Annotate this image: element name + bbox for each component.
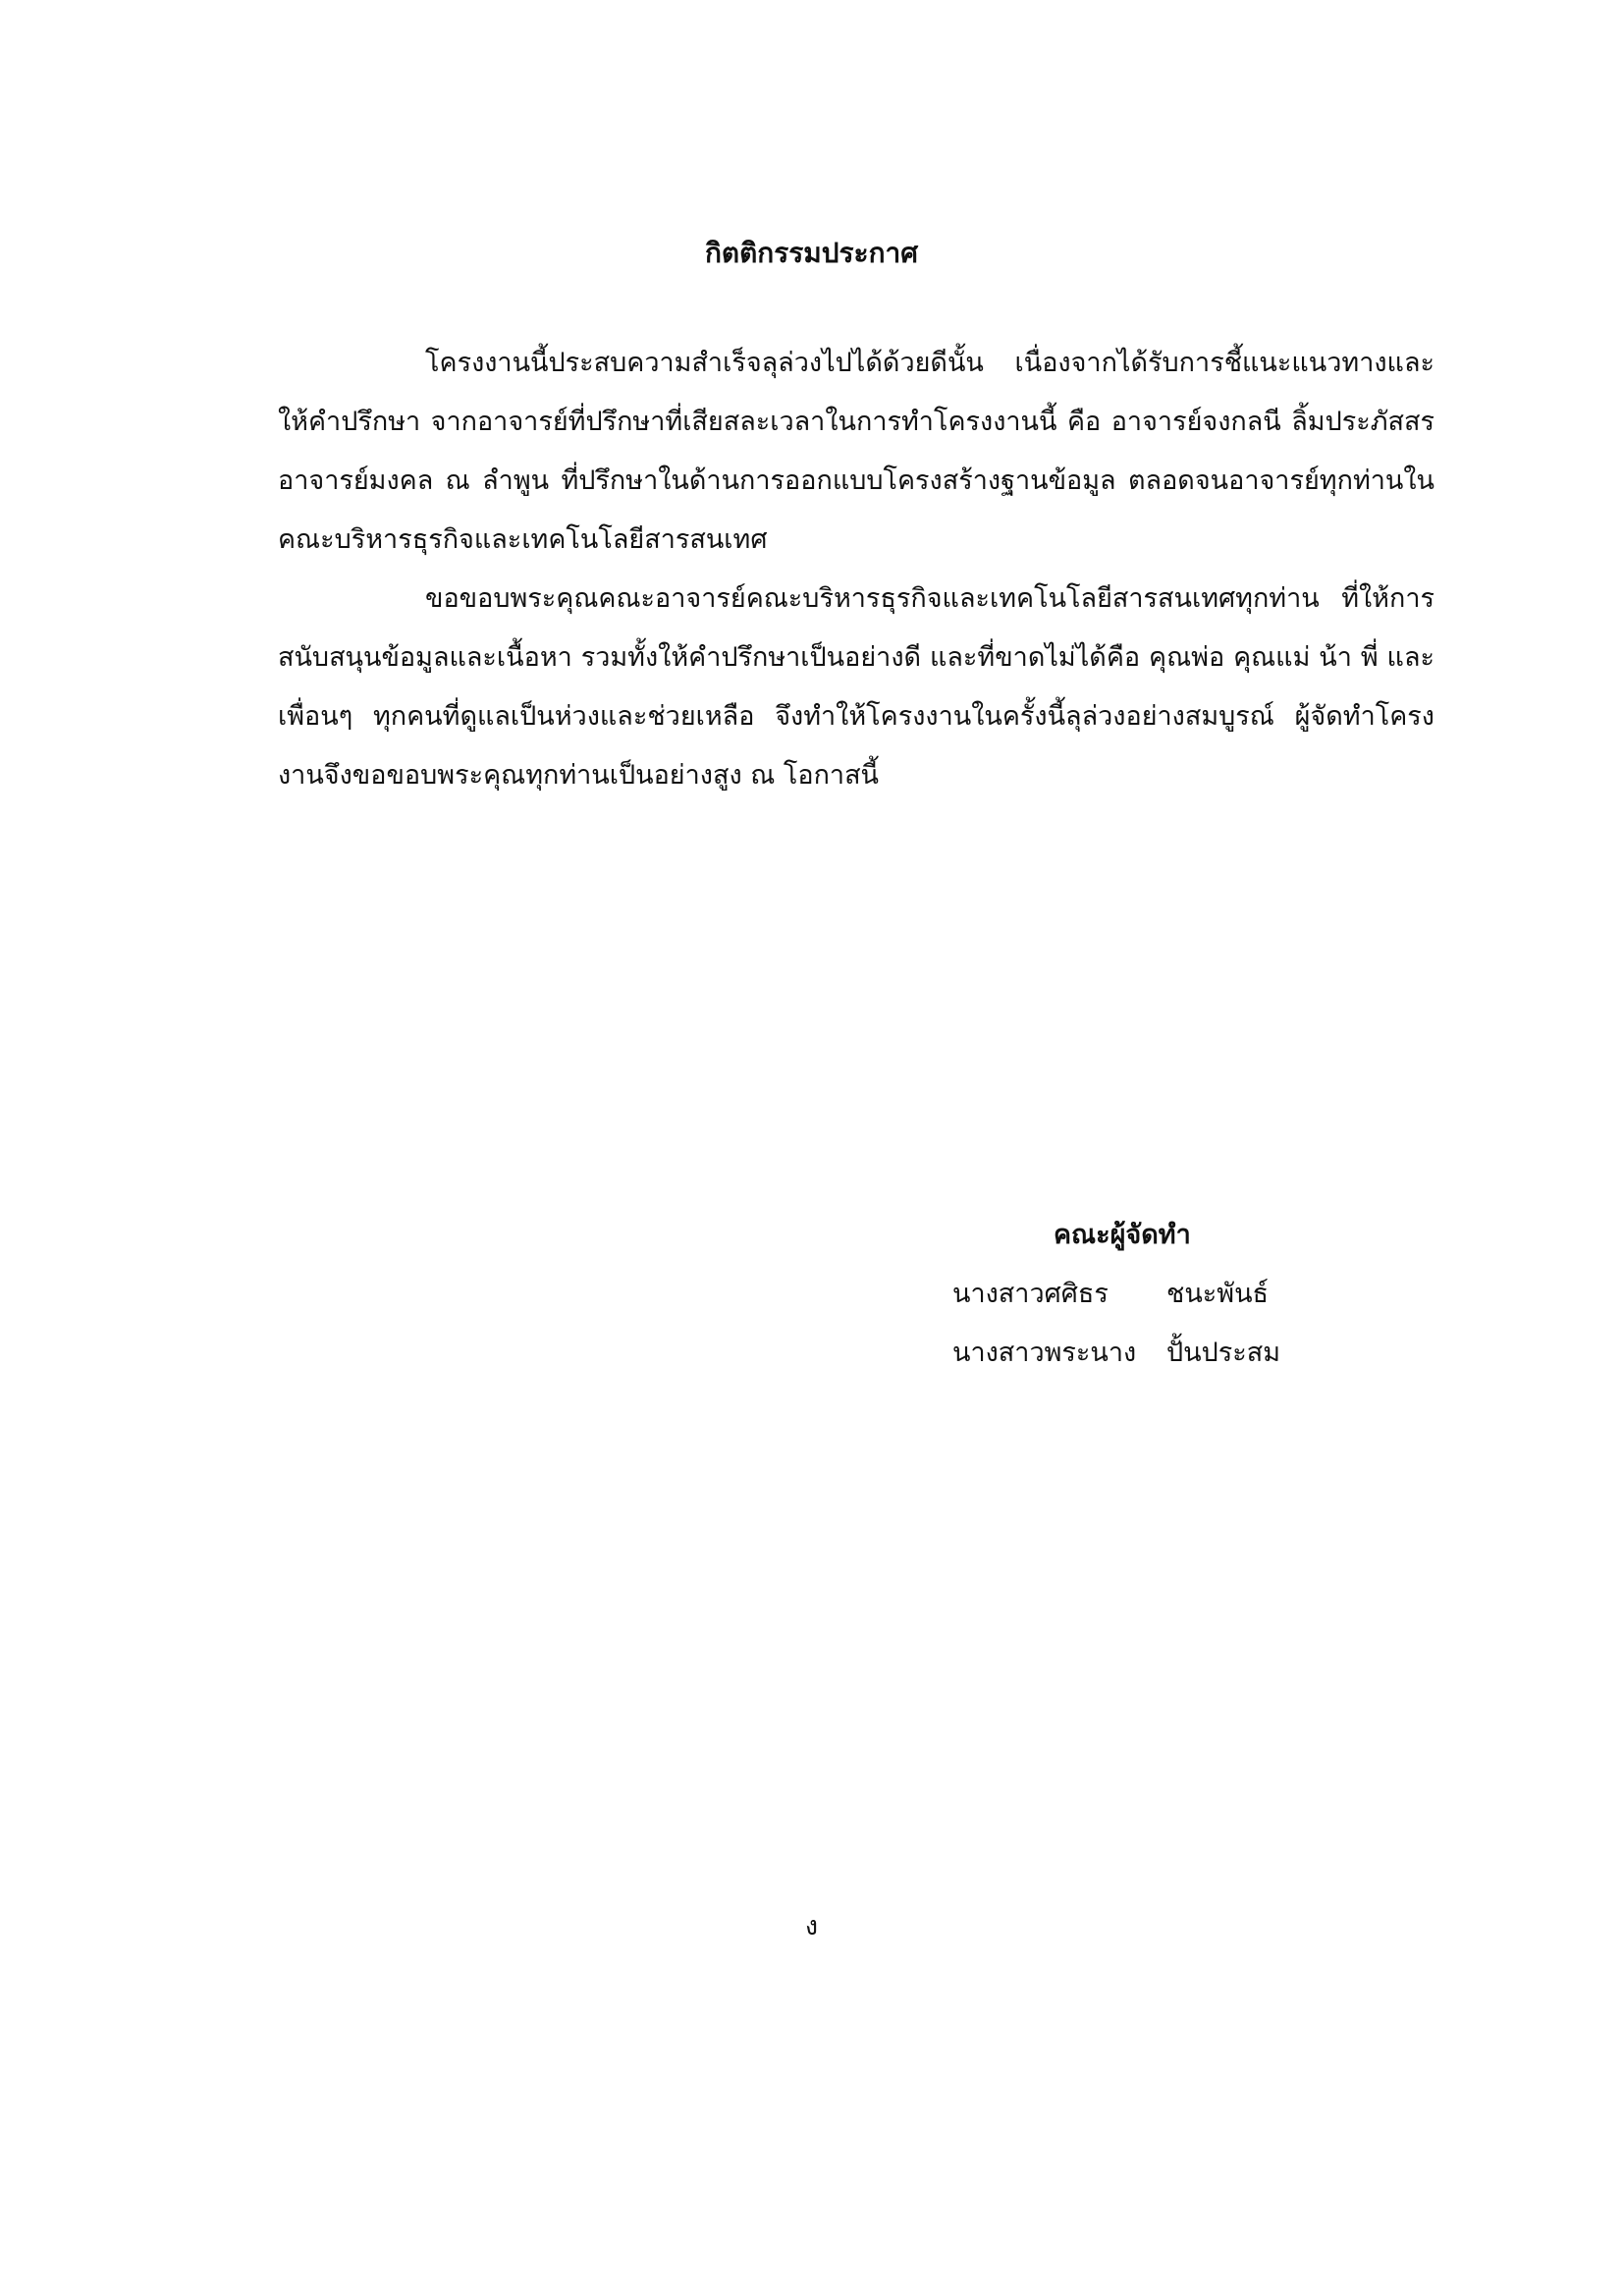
paragraph-2: ขอขอบพระคุณคณะอาจารย์คณะบริหารธุรกิจและเทคโนโลยีสารสนเทศทุกท่าน ที่ให้การสนับสนุนข้อมูลและเนื้อหา รวมทั้งให้คำปรึกษาเป็นอย่างดี และที่ขาดไม่ได้คือ คุณพ่อ คุณแม่ น้า พี่ และเพื่อนๆ ทุกคนที่ดูแลเป็นห่วงและช่วยเหลือ จึงทำให้โครงงานในครั้งนี้ลุล่วงอย่างสมบูรณ์ ผู้จัดทำโครงงานจึงขอขอบพระคุณทุกท่านเป็นอย่างสูง ณ โอกาสนี้	[278, 583, 1434, 791]
page-number: ง	[804, 1911, 819, 1941]
paragraph-1: โครงงานนี้ประสบความสำเร็จลุล่วงไปได้ด้วยดีนั้น เนื่องจากได้รับการชี้แนะแนวทางและให้คำปรึกษา จากอาจารย์ที่ปรึกษาที่เสียสละเวลาในการทำโครงงานนี้ คือ อาจารย์จงกลนี ลิ้มประภัสสร อาจารย์มงคล ณ ลำพูน ที่ปรึกษาในด้านการออกแบบโครงสร้างฐานข้อมูล ตลอดจนอาจารย์ทุกท่านในคณะบริหารธุรกิจและเทคโนโลยีสารสนเทศ	[278, 348, 1434, 555]
signature-heading: คณะผู้จัดทำ	[1054, 1220, 1191, 1250]
author-row	[952, 1265, 1365, 1324]
signature-block	[952, 1206, 1365, 1383]
author-row	[952, 1324, 1365, 1383]
acknowledgement-body	[278, 334, 1434, 805]
author-last-name: ปั้นประสม	[1166, 1338, 1281, 1368]
author-first-name: นางสาวศศิธร	[952, 1279, 1109, 1309]
author-first-name: นางสาวพระนาง	[952, 1338, 1137, 1368]
page-title: กิตติกรรมประกาศ	[704, 237, 919, 269]
author-last-name: ชนะพันธ์	[1166, 1279, 1270, 1309]
